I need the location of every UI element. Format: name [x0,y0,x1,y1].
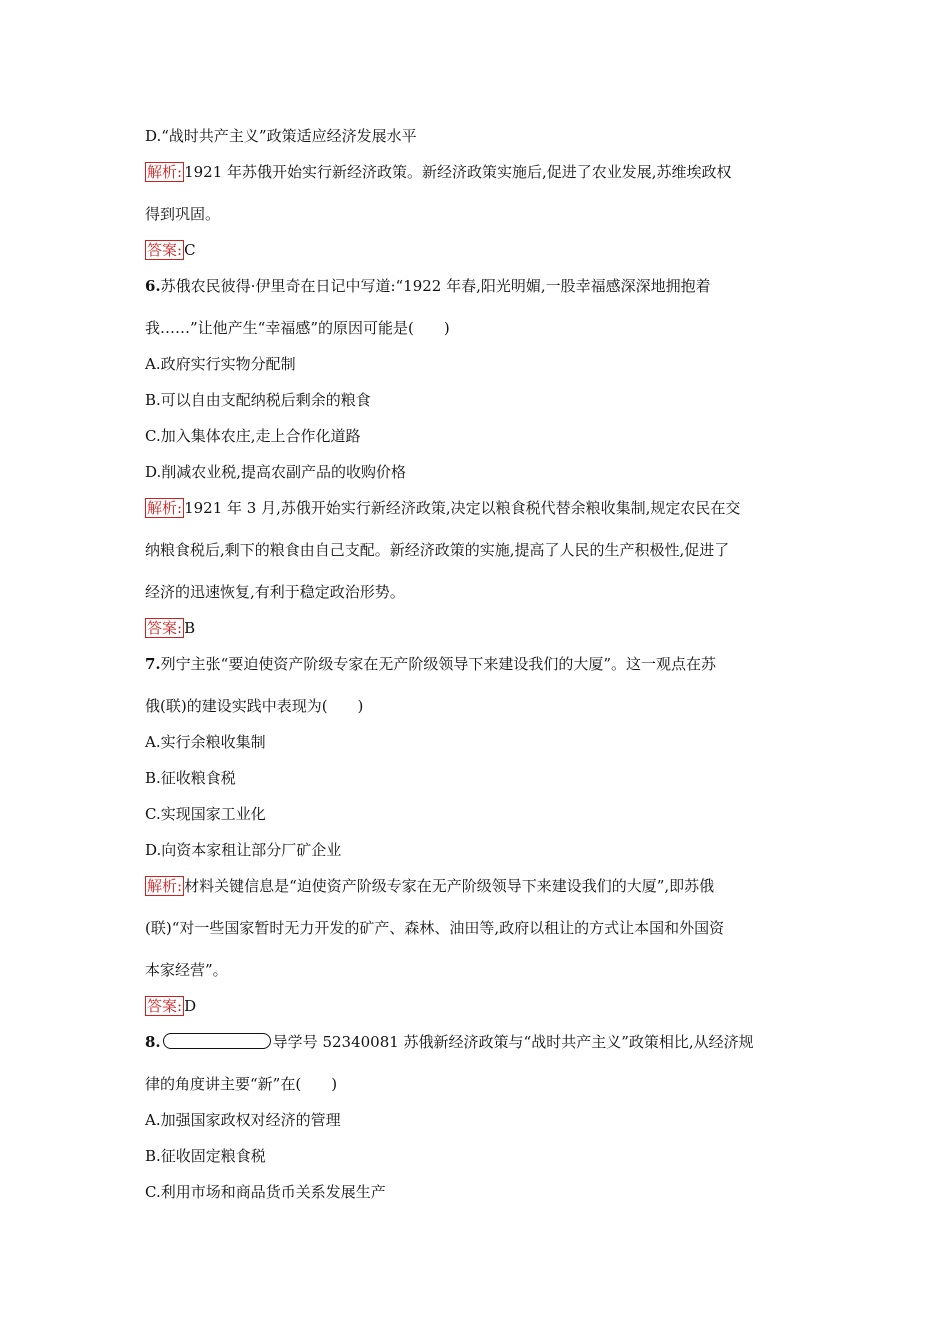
q6-stem-line: 我……”让他产生“幸福感”的原因可能是( ) [145,319,450,337]
analysis-tag: 解析: [147,499,183,517]
q7-stem-line: 列宁主张“要迫使资产阶级专家在无产阶级领导下来建设我们的大厦”。这一观点在苏 [160,655,717,673]
q7-option-a: A.实行余粮收集制 [145,733,266,751]
q7-stem [145,652,810,718]
q5-analysis-line: 得到巩固。 [145,205,221,223]
q6-option-d: D.削减农业税,提高农副产品的收购价格 [145,463,407,481]
q7-option-c: C.实现国家工业化 [145,805,266,823]
rounded-box-marker [163,1033,271,1049]
q7-number: 7. [145,655,161,673]
q5-analysis [145,160,810,226]
q8-option-c: C.利用市场和商品货币关系发展生产 [145,1183,386,1201]
q7-analysis-line: 本家经营”。 [145,961,228,979]
q6-option-a: A.政府实行实物分配制 [145,355,296,373]
q8-stem-line: 导学号 52340081 苏俄新经济政策与“战时共产主义”政策相比,从经济规 [272,1033,754,1051]
answer-tag: 答案: [147,997,183,1015]
analysis-tag: 解析: [147,877,183,895]
q8-stem [145,1030,810,1096]
answer-tag: 答案: [147,619,183,637]
q8-number: 8. [145,1033,161,1051]
answer-tag: 答案: [147,241,183,259]
q8-option-a: A.加强国家政权对经济的管理 [145,1111,341,1129]
q6-option-c: C.加入集体农庄,走上合作化道路 [145,427,361,445]
q7-analysis-line: 材料关键信息是“迫使资产阶级专家在无产阶级领导下来建设我们的大厦”,即苏俄 [184,877,715,895]
q6-analysis [145,496,810,604]
q7-stem-line: 俄(联)的建设实践中表现为( ) [145,697,364,715]
q6-stem-line: 苏俄农民彼得·伊里奇在日记中写道:“1922 年春,阳光明媚,一股幸福感深深地拥抱着 [160,277,711,295]
q5-answer [145,238,810,262]
document-content [145,124,810,1216]
q7-analysis [145,874,810,982]
q5-option-d: D.“战时共产主义”政策适应经济发展水平 [145,127,417,145]
q7-answer [145,994,810,1018]
q7-analysis-line: (联)“对一些国家暂时无力开发的矿产、森林、油田等,政府以租让的方式让本国和外国资 [145,919,725,937]
q6-analysis-line: 经济的迅速恢复,有利于稳定政治形势。 [145,583,405,601]
q6-analysis-line: 纳粮食税后,剩下的粮食由自己支配。新经济政策的实施,提高了人民的生产积极性,促进了 [145,541,730,559]
q6-answer [145,616,810,640]
q5-analysis-line: 1921 年苏俄开始实行新经济政策。新经济政策实施后,促进了农业发展,苏维埃政权 [184,163,732,181]
q8-option-b: B.征收固定粮食税 [145,1147,266,1165]
q6-analysis-line: 1921 年 3 月,苏俄开始实行新经济政策,决定以粮食税代替余粮收集制,规定农民在交 [184,499,741,517]
q5-answer-value: C [184,241,196,259]
q6-answer-value: B [184,619,196,637]
q6-stem [145,274,810,340]
q6-number: 6. [145,277,161,295]
q6-option-b: B.可以自由支配纳税后剩余的粮食 [145,391,371,409]
q7-answer-value: D [184,997,197,1015]
analysis-tag: 解析: [147,163,183,181]
q7-option-b: B.征收粮食税 [145,769,236,787]
q7-option-d: D.向资本家租让部分厂矿企业 [145,841,342,859]
q8-stem-line: 律的角度讲主要“新”在( ) [145,1075,338,1093]
